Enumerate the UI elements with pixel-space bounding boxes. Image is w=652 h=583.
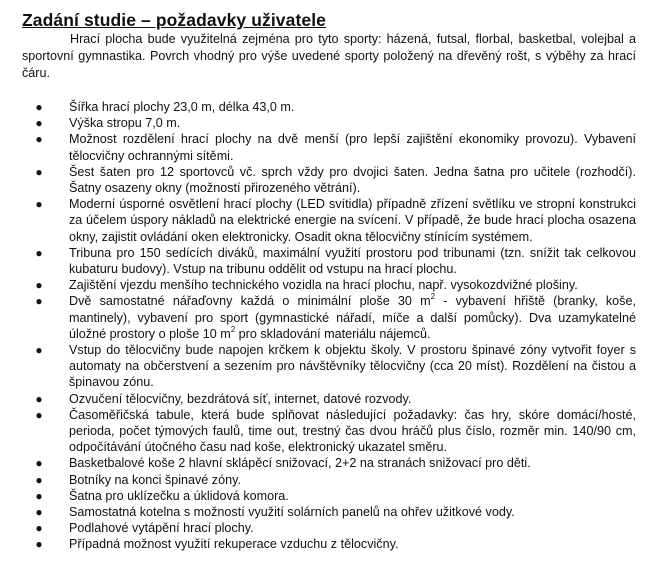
bullet-icon: ● — [35, 488, 43, 503]
bullet-icon: ● — [35, 132, 43, 147]
list-item-text: Samostatná kotelna s možností využití solárních panelů na ohřev užitkové vody. — [69, 505, 515, 520]
list-item — [22, 536, 636, 552]
bullet-icon: ● — [35, 472, 43, 487]
list-item-text: Vstup do tělocvičny bude napojen krčkem k objektu školy. V prostoru špinavé zóny vytvořit foyer s automaty na občerstvení a sezením pro návštěvníky tělocvičny (cca 20 míst). Rozdělení na čistou a špinavou zónu. — [69, 343, 636, 390]
list-item — [22, 520, 636, 536]
bullet-icon: ● — [35, 521, 43, 536]
bullet-icon: ● — [35, 343, 43, 358]
list-item-text-part: - vybavení hřiště (branky, koše, mantinely), vybavení pro sport (gymnastické nářadí, míče a další pomůcky). Dva uzamykatelné úložné prostory o ploše 10 m — [69, 294, 636, 341]
list-item — [22, 504, 636, 520]
list-item — [22, 99, 636, 115]
list-item-text: Podlahové vytápění hrací plochy. — [69, 521, 254, 536]
bullet-icon: ● — [35, 116, 43, 131]
bullet-icon: ● — [35, 505, 43, 520]
list-item-text: Výška stropu 7,0 m. — [69, 116, 181, 131]
bullet-icon: ● — [35, 100, 43, 114]
list-item — [22, 488, 636, 504]
list-item-text: Zajištění vjezdu menšího technického vozidla na hrací plochu, např. vysokozdvižné plošiny. — [69, 278, 578, 293]
document-title: Zadání studie – požadavky uživatele — [22, 10, 327, 30]
list-item-text: Šatna pro uklízečku a úklidová komora. — [69, 488, 289, 503]
bullet-icon: ● — [35, 391, 43, 406]
list-item — [22, 293, 636, 342]
list-item-text: Tribuna pro 150 sedících diváků, maximální využití prostoru pod tribunami (tzn. snížit tak celkovou kubaturu budovy). Vstup na tribunu oddělit od vstupu na hrací plochu. — [69, 245, 636, 277]
list-item-text: Možnost rozdělení hrací plochy na dvě menší (pro lepší zajištění ekonomiky provozu). Vybavení tělocvičny ochrannými sítěmi. — [69, 132, 636, 163]
list-item-text: Časoměřičská tabule, která bude splňovat následující požadavky: čas hry, skóre domácí/hosté, perioda, počet týmových faulů, time out, trestný čas dvou hráčů plus číslo, rozměr min. 140/90 cm, odpočítávání útočného času nad koše, elektronický ukazatel směru. — [69, 407, 636, 455]
bullet-icon: ● — [35, 456, 43, 471]
bullet-icon: ● — [35, 537, 43, 552]
list-item-text: Šířka hrací plochy 23,0 m, délka 43,0 m. — [69, 100, 295, 114]
requirements-list — [22, 99, 636, 553]
list-item-text: Botníky na konci špinavé zóny. — [69, 472, 241, 487]
list-item — [22, 455, 636, 471]
bullet-icon: ● — [35, 407, 43, 422]
list-item — [22, 277, 636, 293]
bullet-icon: ● — [35, 278, 43, 293]
list-item-text: Šest šaten pro 12 sportovců vč. sprch vždy pro dvojici šaten. Jedna šatna pro učitele (rozhodčí). Šatny osazeny okny (možností přirozeného větrání). — [69, 164, 636, 196]
superscript: 2 — [430, 292, 436, 302]
list-item — [22, 472, 636, 488]
list-item — [22, 342, 636, 391]
list-item — [22, 164, 636, 196]
list-item — [22, 115, 636, 131]
list-item-text-part: pro skladování materiálu nájemců. — [235, 326, 431, 341]
list-item-text: Basketbalové koše 2 hlavní sklápěcí snižovací, 2+2 na stranách snižovací pro děti. — [69, 456, 531, 471]
bullet-icon: ● — [35, 245, 43, 260]
list-item — [22, 196, 636, 245]
list-item-text-part: Dvě samostatné nářaďovny každá o minimální ploše 30 m — [69, 294, 431, 309]
list-item-text: Ozvučení tělocvičny, bezdrátová síť, internet, datové rozvody. — [69, 391, 412, 406]
bullet-icon: ● — [35, 164, 43, 179]
list-item-text: Moderní úsporné osvětlení hrací plochy (LED svítidla) případně zřízení světlíku ve stropní konstrukci za účelem úspory nákladů na elektrické energie na svícení. V případě, že bude hrací plocha osazena okny, zajistit ovládání oken elektronicky. Osadit okna tělocvičny stínícím systémem. — [69, 197, 636, 244]
list-item — [22, 391, 636, 407]
list-item-text: Případná možnost využití rekuperace vzduchu z tělocvičny. — [69, 537, 399, 552]
bullet-icon: ● — [35, 197, 43, 212]
list-item — [22, 407, 636, 456]
list-item — [22, 245, 636, 277]
bullet-icon: ● — [35, 294, 43, 309]
list-item — [22, 131, 636, 163]
intro-paragraph: Hrací plocha bude využitelná zejména pro tyto sporty: házená, futsal, florbal, basketbal, volejbal a sportovní gymnastika. Povrch vhodný pro výše uvedené sporty položený na dřevěný rošt, s výběhy za hrací čáru. — [22, 32, 636, 80]
superscript: 2 — [230, 324, 236, 334]
